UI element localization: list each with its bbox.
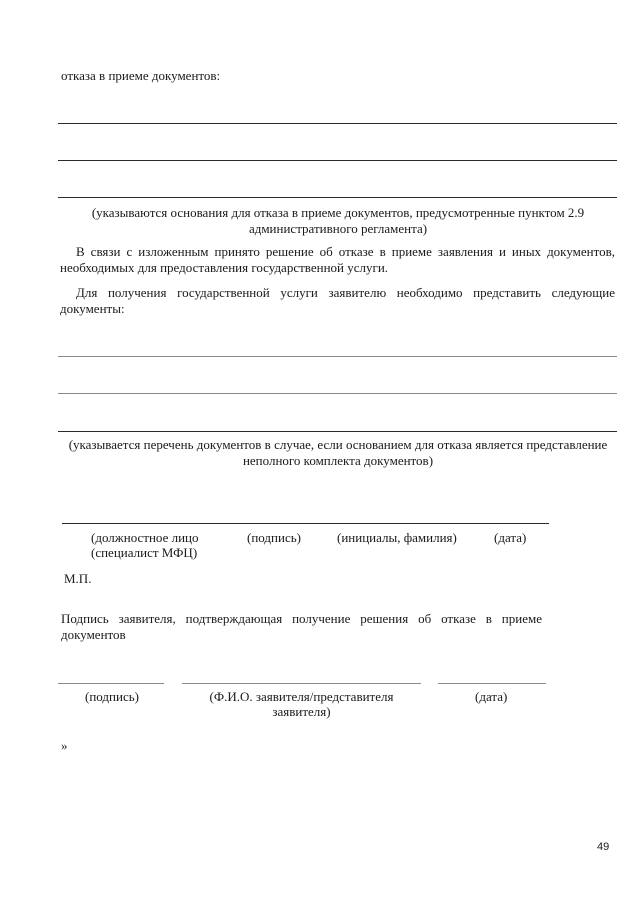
docs-note <box>58 437 618 469</box>
applicant-name-line[interactable] <box>182 683 421 684</box>
applicant-date-label: (дата) <box>475 689 508 704</box>
official-initials-label: (инициалы, фамилия) <box>337 530 457 545</box>
required-docs-paragraph: Для получения государственной услуги заявителю необходимо представить следующие документы: <box>60 285 615 316</box>
grounds-blank-line-3[interactable] <box>58 197 617 198</box>
page-number: 49 <box>597 841 610 853</box>
closing-quote: » <box>61 738 68 753</box>
applicant-signature-label: (подпись) <box>85 689 139 704</box>
grounds-note <box>58 205 618 237</box>
applicant-signature-line[interactable] <box>58 683 164 684</box>
applicant-paragraph: Подпись заявителя, подтверждающая получение решения об отказе в приеме документов <box>61 611 542 642</box>
applicant-date-line[interactable] <box>438 683 546 684</box>
docs-blank-line-1[interactable] <box>58 356 617 357</box>
docs-blank-line-3[interactable] <box>58 431 617 432</box>
applicant-name-line-1: (Ф.И.О. заявителя/представителя <box>209 689 394 704</box>
intro-line: отказа в приеме документов: <box>61 68 221 83</box>
official-position-line-1: (должностное лицо <box>91 530 199 545</box>
applicant-name-line-2: заявителя) <box>272 704 331 719</box>
grounds-blank-line-1[interactable] <box>58 123 617 124</box>
official-signature-line[interactable] <box>62 523 549 524</box>
seal-label: М.П. <box>64 571 92 586</box>
docs-note-line-1: (указывается перечень документов в случае, если основанием для отказа является представление <box>68 437 608 452</box>
grounds-note-line-1: (указываются основания для отказа в приеме документов, предусмотренные пунктом 2.9 <box>91 205 585 220</box>
applicant-name-label <box>182 689 421 719</box>
official-position-label <box>91 530 199 560</box>
decision-paragraph: В связи с изложенным принято решение об отказе в приеме заявления и иных документов, необходимых для предоставления государственной услуги. <box>60 244 615 275</box>
official-date-label: (дата) <box>494 530 527 545</box>
docs-blank-line-2[interactable] <box>58 393 617 394</box>
official-signature-label: (подпись) <box>247 530 301 545</box>
grounds-note-line-2: административного регламента) <box>248 221 428 236</box>
grounds-blank-line-2[interactable] <box>58 160 617 161</box>
docs-note-line-2: неполного комплекта документов) <box>242 453 434 468</box>
official-position-line-2: (специалист МФЦ) <box>91 545 198 560</box>
